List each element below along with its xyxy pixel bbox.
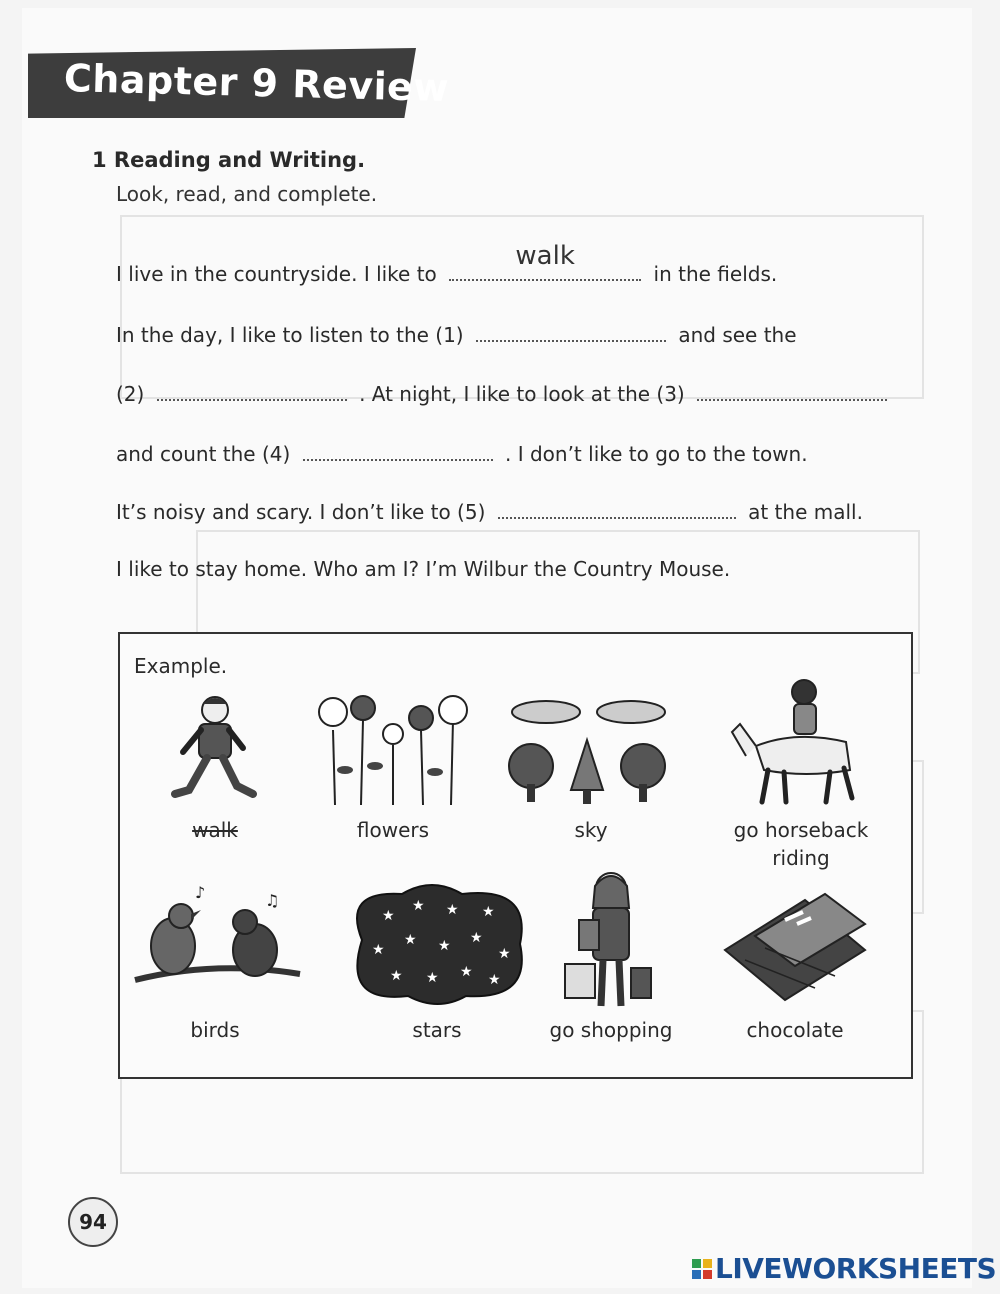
svg-text:★: ★ <box>382 908 395 924</box>
word-item-stars <box>342 880 532 1044</box>
section-instruction: Look, read, and complete. <box>116 182 378 206</box>
blank-3[interactable] <box>697 379 887 401</box>
svg-text:★: ★ <box>460 964 473 980</box>
sky-trees-icon <box>501 690 681 810</box>
svg-text:★: ★ <box>438 938 451 954</box>
word-label-walk: walk <box>192 818 238 842</box>
passage-line-1: I live in the countryside. I like to walk in the fields. <box>116 241 778 286</box>
answer-input-2[interactable] <box>157 373 351 401</box>
stars-icon <box>342 880 532 1010</box>
svg-text:★: ★ <box>412 898 425 914</box>
example-answer: walk <box>515 241 575 271</box>
liveworksheets-wordmark: LIVEWORKSHEETS <box>715 1252 997 1285</box>
word-item-flowers <box>298 690 488 844</box>
word-item-walk <box>120 690 310 844</box>
svg-text:★: ★ <box>404 932 417 948</box>
svg-text:♪: ♪ <box>195 883 206 902</box>
word-label-stars: stars <box>412 1018 462 1042</box>
word-label-shopping: go shopping <box>549 1018 673 1042</box>
svg-text:★: ★ <box>426 970 439 986</box>
word-item-horseback <box>706 674 896 872</box>
word-item-birds <box>120 880 310 1044</box>
blank-5[interactable] <box>498 497 736 519</box>
svg-text:★: ★ <box>390 968 403 984</box>
shopping-girl-icon <box>551 868 671 1010</box>
svg-text:★: ★ <box>488 972 501 988</box>
birds-icon <box>125 880 305 1010</box>
svg-text:★: ★ <box>482 904 495 920</box>
svg-text:★: ★ <box>498 946 511 962</box>
liveworksheets-logo <box>692 1252 996 1285</box>
answer-input-1[interactable] <box>476 314 670 342</box>
svg-text:★: ★ <box>446 902 459 918</box>
word-label-chocolate: chocolate <box>746 1018 844 1042</box>
section-heading: 1 Reading and Writing. <box>92 148 366 172</box>
passage-line-5: It’s noisy and scary. I don’t like to (5) at the mall. <box>116 497 863 524</box>
chapter-title: Chapter 9 Review <box>63 56 450 111</box>
svg-text:★: ★ <box>470 930 483 946</box>
chocolate-icon <box>715 880 875 1010</box>
passage-line-2: In the day, I like to listen to the (1) and see the <box>116 320 797 347</box>
word-label-flowers: flowers <box>356 818 430 842</box>
page-number: 94 <box>68 1197 118 1247</box>
blank-1[interactable] <box>476 320 666 342</box>
passage-line-4: and count the (4) . I don’t like to go to the town. <box>116 439 808 466</box>
passage-line-3: (2) . At night, I like to look at the (3) <box>116 379 893 406</box>
answer-input-3[interactable] <box>697 373 891 401</box>
word-item-chocolate <box>700 880 890 1044</box>
word-label-horseback: go horseback riding <box>733 818 869 870</box>
liveworksheets-icon <box>692 1259 712 1279</box>
word-item-sky <box>496 690 686 844</box>
word-box <box>118 632 913 1079</box>
blank-4[interactable] <box>303 439 493 461</box>
svg-text:♫: ♫ <box>265 891 280 910</box>
example-label: Example. <box>134 654 228 678</box>
horse-rider-icon <box>726 674 876 810</box>
passage-line-6: I like to stay home. Who am I? I’m Wilbur the Country Mouse. <box>116 557 731 581</box>
example-answer-blank <box>449 241 641 281</box>
flowers-icon <box>313 690 473 810</box>
blank-2[interactable] <box>157 379 347 401</box>
word-label-sky: sky <box>574 818 608 842</box>
word-item-shopping <box>516 868 706 1044</box>
svg-text:★: ★ <box>372 942 385 958</box>
answer-input-4[interactable] <box>303 433 497 461</box>
walking-boy-icon <box>155 690 275 810</box>
word-label-birds: birds <box>190 1018 240 1042</box>
answer-input-5[interactable] <box>498 491 740 519</box>
